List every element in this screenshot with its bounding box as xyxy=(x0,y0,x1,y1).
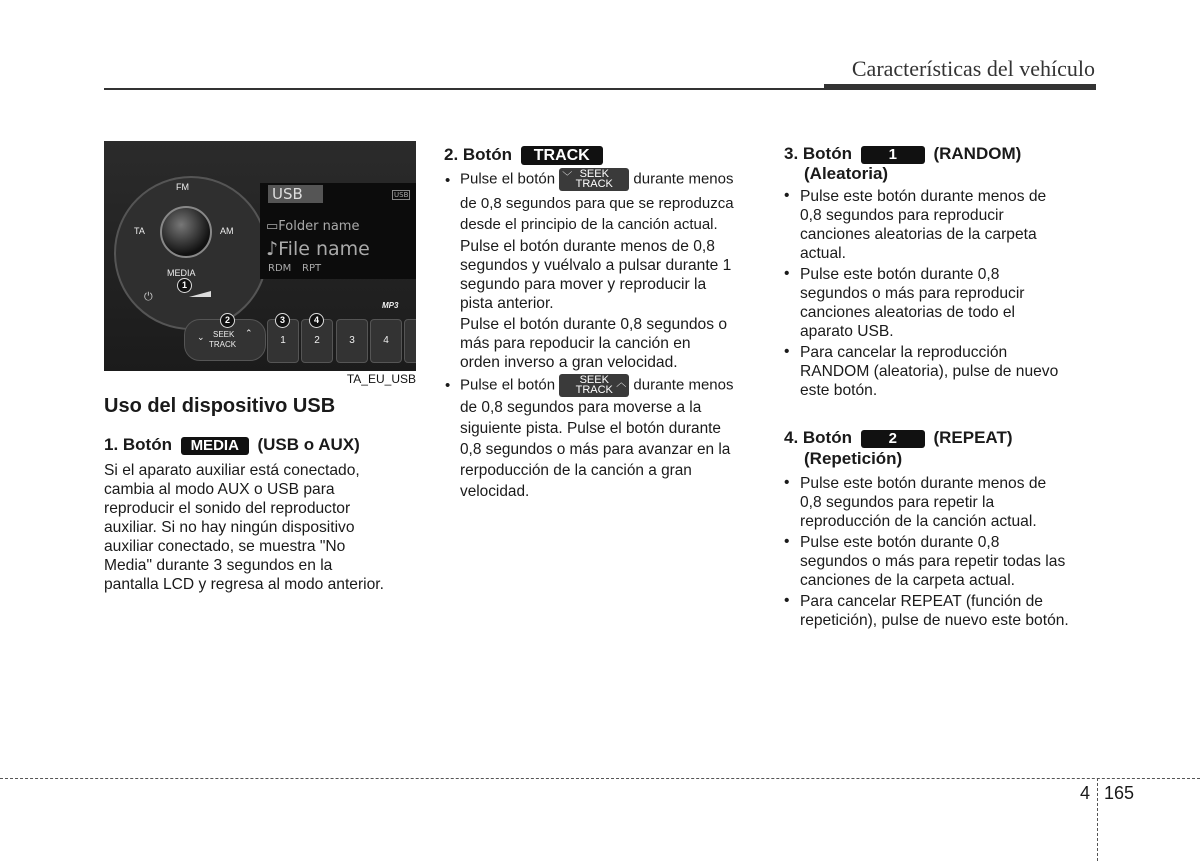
lcd-rdm: RDM xyxy=(268,263,292,274)
mp3-logo: MP3 xyxy=(382,301,399,310)
random-bullet-1: Pulse este botón durante menos de 0,8 segundos para reproducir canciones aleatorias de la carpeta actual. xyxy=(800,188,1047,262)
seek-label: SEEK xyxy=(213,330,235,339)
repeat-bullet-2: Pulse este botón durante 0,8 segundos o más para repetir todas las canciones de la carpeta actual. xyxy=(800,534,1066,589)
marker-4: 4 xyxy=(309,313,324,328)
lcd-folder-name: ▭Folder name xyxy=(266,219,360,234)
track-label: TRACK xyxy=(209,340,237,349)
heading-media: 1. Botón MEDIA (USB o AUX) xyxy=(104,435,360,454)
preset-button-4: 4 xyxy=(370,319,402,363)
fm-label: FM xyxy=(176,182,189,192)
media-paragraph: Si el aparato auxiliar está conectado, cambia al modo AUX o USB para reproducir el sonido del reproductor auxiliar. Si no hay ningún dispositivo auxiliar conectado, se muestra "No Media" durante 3 segundos en la pantalla LCD y regresa al modo anterior. xyxy=(104,462,384,593)
seek-up-badge: SEEK TRACK ︿ xyxy=(559,374,629,397)
heading-repeat: 4. Botón 2 (REPEAT) xyxy=(784,428,1013,447)
lcd-rpt: RPT xyxy=(302,263,322,274)
preset-button-1: 1 xyxy=(267,319,299,363)
lcd-display xyxy=(260,183,416,279)
lcd-usb-indicator: USB xyxy=(394,191,409,199)
seek-forward-text: de 0,8 segundos para moverse a la siguiente pista. Pulse el botón durante 0,8 segundos o más para avanzar en la rerpoducción de la canción a gran velocidad. xyxy=(460,399,731,500)
bullet-dot: • xyxy=(784,187,790,204)
section-title: Uso del dispositivo USB xyxy=(104,395,336,417)
page-number: 165 xyxy=(1104,783,1135,803)
page-header-title: Características del vehículo xyxy=(851,56,1095,81)
random-bullet-3: Para cancelar la reproducción RANDOM (aleatoria), pulse de nuevo este botón. xyxy=(800,344,1059,399)
marker-1: 1 xyxy=(177,278,192,293)
bullet-dot: • xyxy=(784,533,790,550)
bullet-dot: • xyxy=(784,343,790,360)
bullet-dot: • xyxy=(784,474,790,491)
lcd-usb: USB xyxy=(268,185,323,203)
header-rule xyxy=(104,88,1096,90)
seek-down-badge: ﹀ SEEK TRACK xyxy=(559,168,629,191)
footer-divider xyxy=(1097,778,1098,861)
media-button-badge: MEDIA xyxy=(181,437,249,455)
bullet-dot: • xyxy=(784,265,790,282)
bullet-dot: • xyxy=(445,377,451,394)
seek-forward-bullet: Pulse el botón SEEK TRACK ︿ durante menos xyxy=(460,374,734,396)
repeat-bullet-1: Pulse este botón durante menos de 0,8 segundos para repetir la reproducción de la canción actual. xyxy=(800,475,1047,530)
heading-track: 2. Botón TRACK xyxy=(444,145,603,165)
lcd-file-name: ♪File name xyxy=(266,238,370,260)
music-note-icon: ♪ xyxy=(266,238,279,260)
chevron-up-icon: ⌃ xyxy=(245,328,253,338)
ta-label: TA xyxy=(134,226,145,236)
heading-repeat-sub: (Repetición) xyxy=(804,449,903,468)
folder-icon: ▭ xyxy=(266,219,279,234)
random-bullet-2: Pulse este botón durante 0,8 segundos o más para reproducir canciones aleatorias de todo el aparato USB. xyxy=(800,266,1025,340)
chevron-down-icon: ⌄ xyxy=(197,332,205,342)
bullet-dot: • xyxy=(784,592,790,609)
seek-back-paragraph-2: Pulse el botón durante menos de 0,8 segundos y vuélvalo a pulsar durante 1 segundo para mover y reproducir la pista anterior. xyxy=(460,238,732,312)
random-button-badge: 1 xyxy=(861,146,925,164)
preset-button-3: 3 xyxy=(336,319,368,363)
seek-back-bullet: Pulse el botón ﹀ SEEK TRACK durante menos xyxy=(460,168,734,190)
volume-knob xyxy=(160,206,212,258)
track-button-badge: TRACK xyxy=(521,146,603,165)
chevron-down-icon: ﹀ xyxy=(562,172,573,183)
preset-button-2: 2 xyxy=(301,319,333,363)
marker-2: 2 xyxy=(220,313,235,328)
heading-random-sub: (Aleatoria) xyxy=(804,164,889,183)
marker-3: 3 xyxy=(275,313,290,328)
figure-caption: TA_EU_USB xyxy=(346,372,416,386)
bullet-dot: • xyxy=(445,172,451,189)
media-label: MEDIA xyxy=(167,268,196,278)
seek-back-text: de 0,8 segundos para que se reproduzca desde el principio de la canción actual. xyxy=(460,195,734,233)
volume-wedge-icon xyxy=(167,291,211,297)
chapter-number: 4 xyxy=(1080,783,1091,803)
repeat-button-badge: 2 xyxy=(861,430,925,448)
footer-rule xyxy=(0,778,1200,779)
power-icon: ⏻ xyxy=(144,291,153,303)
chevron-up-icon: ︿ xyxy=(616,378,627,389)
am-label: AM xyxy=(220,226,234,236)
preset-button-5 xyxy=(404,319,416,363)
radio-figure xyxy=(104,141,416,387)
repeat-bullet-3: Para cancelar REPEAT (función de repetición), pulse de nuevo este botón. xyxy=(800,593,1069,629)
heading-random: 3. Botón 1 (RANDOM) xyxy=(784,144,1022,163)
seek-back-paragraph-3: Pulse el botón durante 0,8 segundos o más para repoducir la canción en orden inverso a gran velocidad. xyxy=(460,316,728,371)
